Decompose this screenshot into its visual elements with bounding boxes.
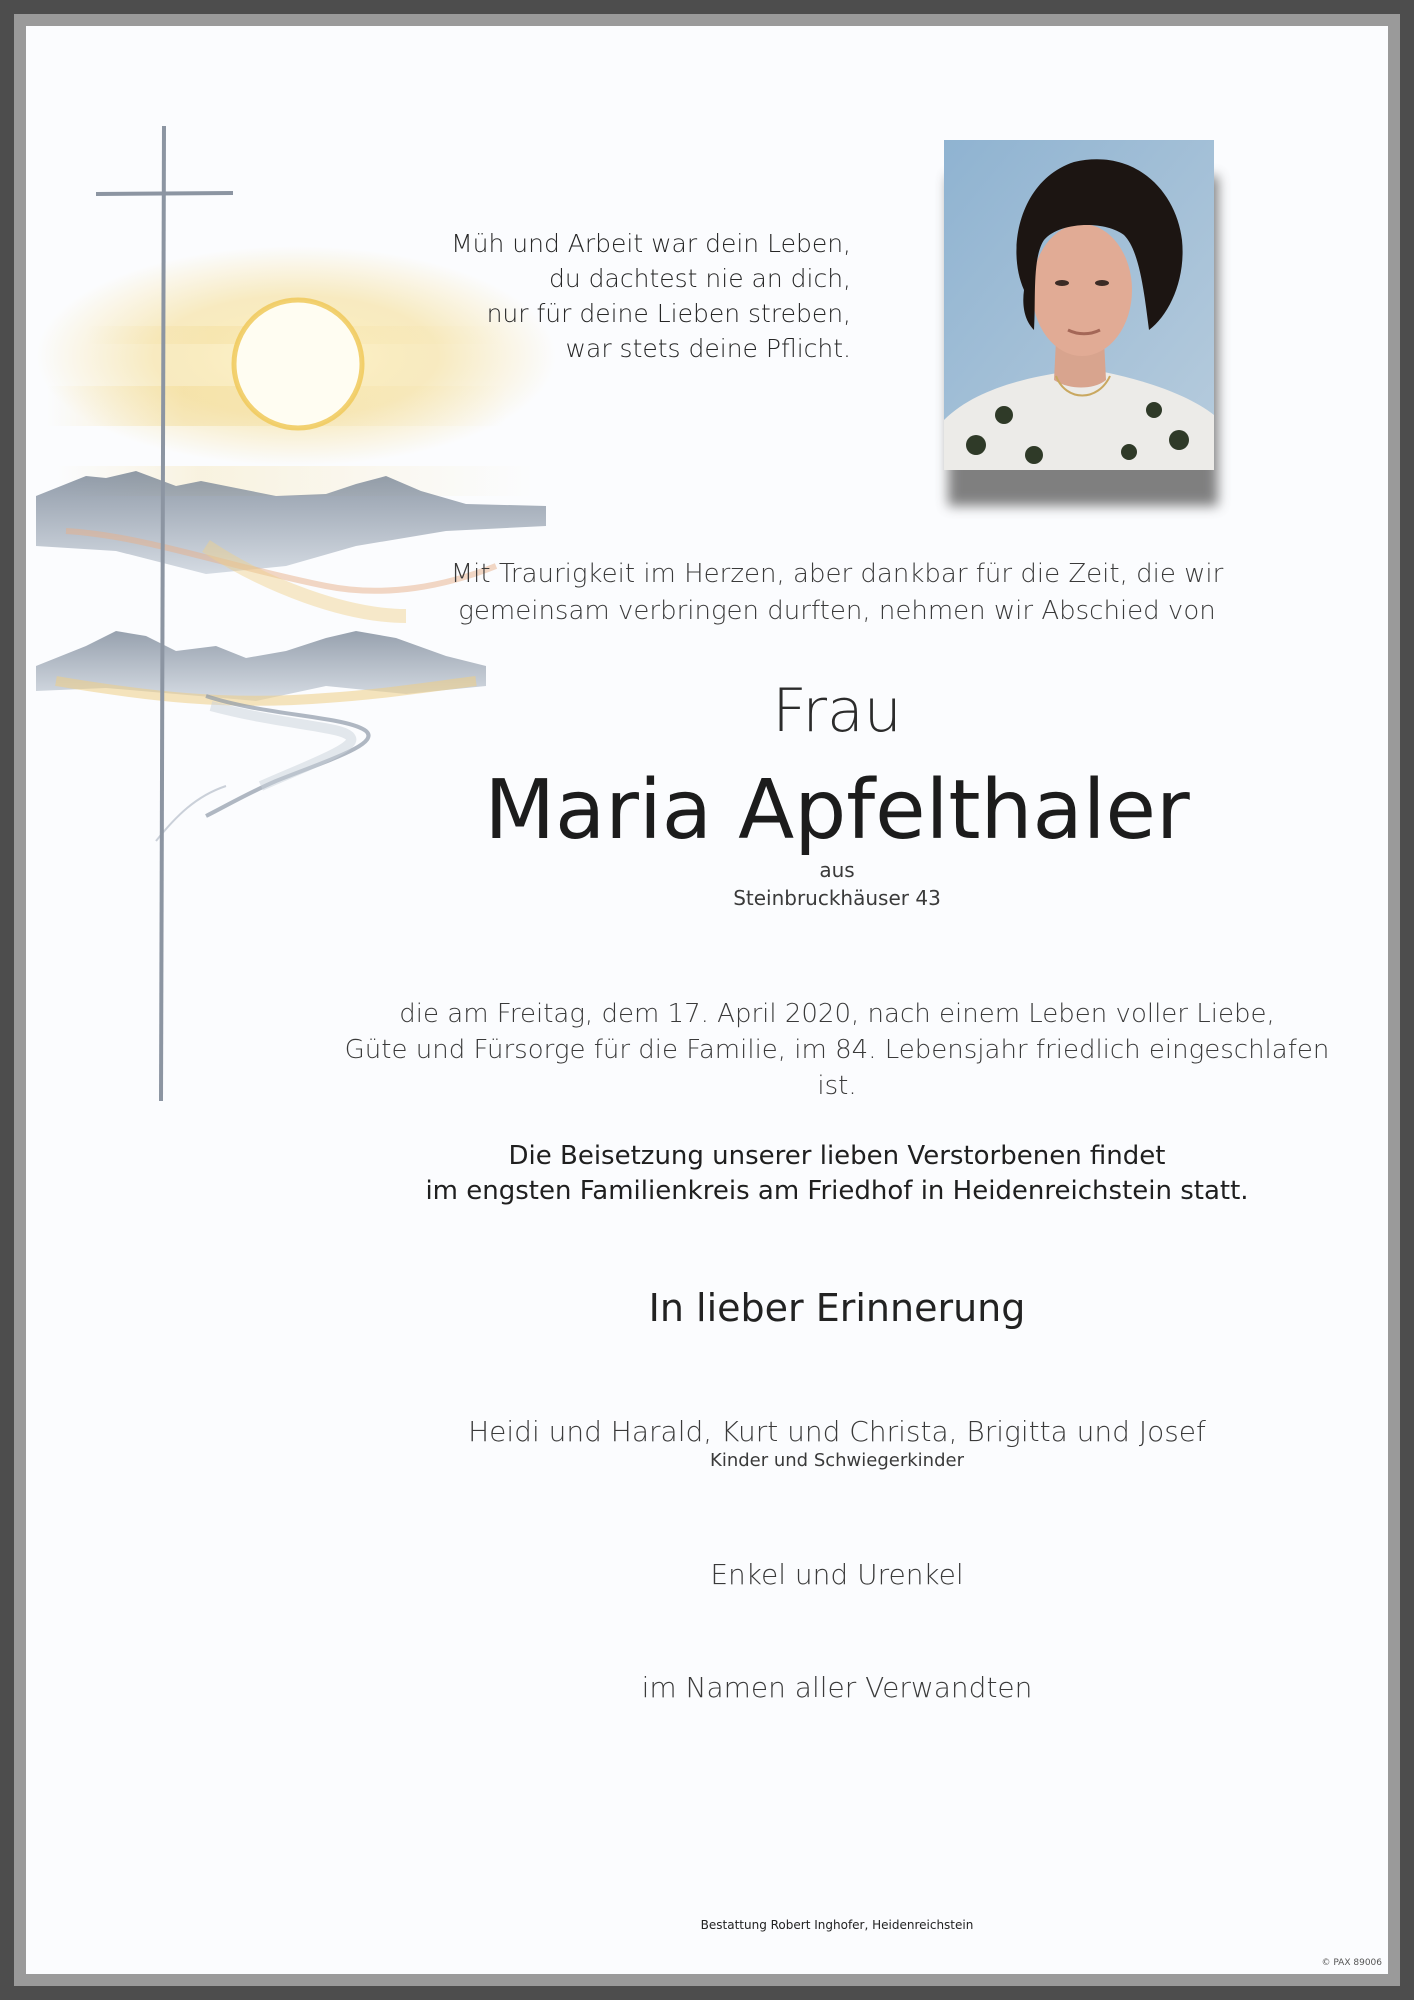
- from-label: aus: [819, 858, 855, 882]
- poem-line: Müh und Arbeit war dein Leben,: [451, 229, 851, 258]
- burial-notice: [326, 1139, 1348, 1209]
- copyright-mark: © PAX 89006: [1321, 1958, 1382, 1968]
- children-names: Heidi und Harald, Kurt und Christa, Brigitta und Josef: [468, 1415, 1206, 1448]
- poem: [326, 226, 851, 366]
- death-notice: [326, 996, 1348, 1104]
- undertaker-credit: Bestattung Robert Inghofer, Heidenreichstein: [700, 1918, 974, 1932]
- portrait-photo: [944, 140, 1214, 470]
- intro-line: gemeinsam verbringen durften, nehmen wir Abschied von: [458, 596, 1216, 626]
- poem-line: war stets deine Pflicht.: [565, 334, 851, 363]
- death-notice-line: die am Freitag, dem 17. April 2020, nach einem Leben voller Liebe,: [399, 999, 1275, 1029]
- obituary-page: [26, 26, 1388, 1974]
- memory-heading: In lieber Erinnerung: [648, 1286, 1026, 1330]
- burial-line: im engsten Familienkreis am Friedhof in Heidenreichstein statt.: [425, 1176, 1249, 1206]
- deceased-title: Frau: [772, 676, 902, 746]
- burial-line: Die Beisetzung unserer lieben Verstorbenen findet: [508, 1141, 1166, 1171]
- intro-line: Mit Traurigkeit im Herzen, aber dankbar für die Zeit, die wir: [450, 559, 1224, 589]
- poem-line: nur für deine Lieben streben,: [486, 299, 851, 328]
- death-notice-line: Güte und Fürsorge für die Familie, im 84. Lebensjahr friedlich eingeschlafen ist.: [344, 1035, 1330, 1101]
- relatives: im Namen aller Verwandten: [641, 1671, 1033, 1704]
- children-role: Kinder und Schwiegerkinder: [710, 1450, 964, 1471]
- intro-text: [326, 556, 1348, 630]
- grandchildren: Enkel und Urenkel: [710, 1558, 964, 1591]
- deceased-name: Maria Apfelthaler: [484, 763, 1190, 858]
- address: Steinbruckhäuser 43: [733, 886, 941, 910]
- poem-line: du dachtest nie an dich,: [549, 264, 851, 293]
